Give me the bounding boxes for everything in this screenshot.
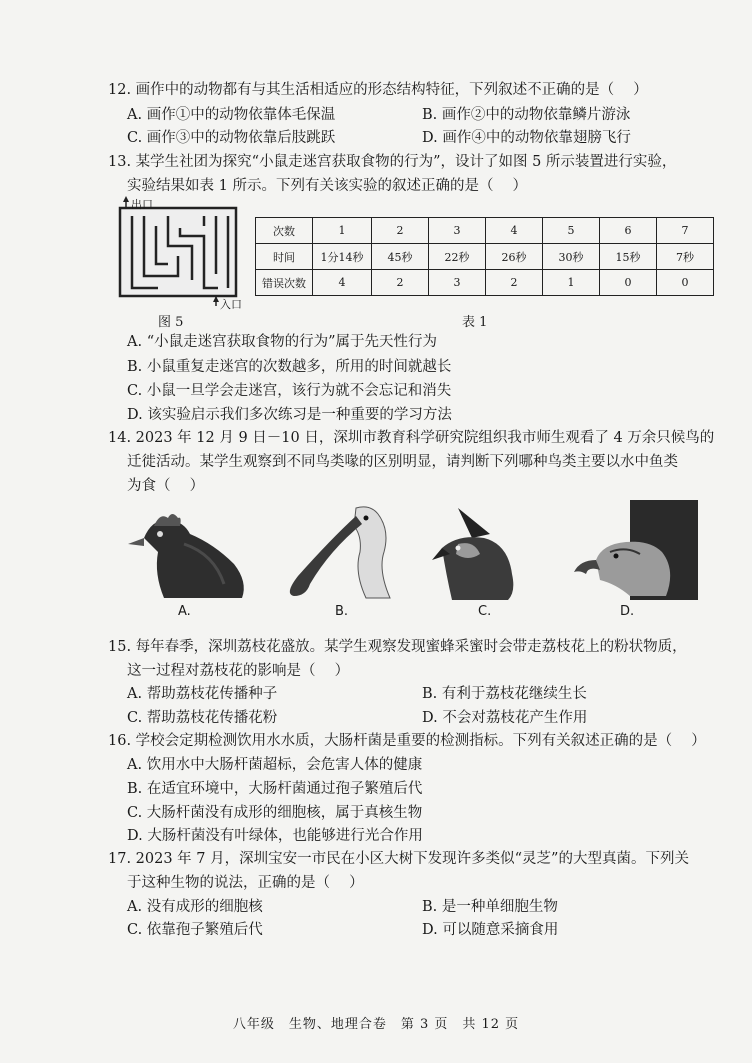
table-cell: 7: [657, 218, 714, 244]
q16-option-d: D. 大肠杆菌没有叶绿体，也能够进行光合作用: [127, 828, 423, 844]
table-cell: 6: [600, 218, 657, 244]
table-row: [256, 218, 714, 244]
q12-option-a: A. 画作①中的动物依靠体毛保温: [127, 107, 336, 123]
table-row: [256, 270, 714, 296]
table-cell: 22秒: [429, 244, 486, 270]
maze-figure: [118, 196, 248, 308]
q13-stem-line2: 实验结果如表 1 所示。下列有关该实验的叙述正确的是（ ）: [127, 178, 528, 194]
table-cell: 3: [429, 270, 486, 296]
table-cell: 15秒: [600, 244, 657, 270]
q13-option-d: D. 该实验启示我们多次练习是一种重要的学习方法: [127, 407, 452, 423]
spoonbill-head-icon: [270, 500, 408, 600]
table-cell: 5: [543, 218, 600, 244]
q13-option-a: A. “小鼠走迷宫获取食物的行为”属于先天性行为: [127, 334, 438, 350]
chicken-head-icon: [124, 504, 252, 600]
q14-label-b: B.: [335, 604, 349, 619]
q16-option-a: A. 饮用水中大肠杆菌超标，会危害人体的健康: [127, 757, 423, 773]
table-cell: 2: [486, 270, 543, 296]
table-cell: 3: [429, 218, 486, 244]
q16-option-b: B. 在适宜环境中，大肠杆菌通过孢子繁殖后代: [127, 781, 423, 797]
table-row: [256, 244, 714, 270]
q13-option-c: C. 小鼠一旦学会走迷宫，该行为就不会忘记和消失: [127, 383, 452, 399]
table-cell: 错误次数: [256, 270, 313, 296]
q14-label-c: C.: [478, 604, 492, 619]
q15-option-d: D. 不会对荔枝花产生作用: [422, 710, 588, 726]
q15-option-a: A. 帮助荔枝花传播种子: [127, 686, 278, 702]
table-cell: 7秒: [657, 244, 714, 270]
q13-option-b: B. 小鼠重复走迷宫的次数越多，所用的时间就越长: [127, 359, 452, 375]
table-cell: 时间: [256, 244, 313, 270]
q16-option-c: C. 大肠杆菌没有成形的细胞核，属于真核生物: [127, 805, 423, 821]
q12-stem: 12. 画作中的动物都有与其生活相适应的形态结构特征，下列叙述不正确的是（ ）: [108, 82, 648, 98]
q17-option-b: B. 是一种单细胞生物: [422, 899, 558, 915]
maze-exit-label: 出口: [131, 198, 153, 211]
q12-option-b: B. 画作②中的动物依靠鳞片游泳: [422, 107, 631, 123]
crested-bird-head-icon: [428, 504, 540, 600]
q14-label-a: A.: [178, 604, 191, 619]
q17-stem-line1: 17. 2023 年 7 月，深圳宝安一市民在小区大树下发现许多类似“灵芝”的大型真菌。下列关: [108, 851, 689, 867]
figure-5-caption: 图 5: [158, 315, 184, 330]
table-cell: 1分14秒: [313, 244, 372, 270]
table-1: [255, 217, 714, 296]
table-cell: 4: [313, 270, 372, 296]
q12-option-d: D. 画作④中的动物依靠翅膀飞行: [422, 130, 631, 146]
q14-label-d: D.: [620, 604, 635, 619]
q17-stem-line2: 于这种生物的说法，正确的是（ ）: [127, 875, 364, 891]
table-cell: 2: [372, 218, 429, 244]
q15-stem-line1: 15. 每年春季，深圳荔枝花盛放。某学生观察发现蜜蜂采蜜时会带走荔枝花上的粉状物质，: [108, 639, 687, 655]
table-cell: 30秒: [543, 244, 600, 270]
maze-entry-label: 入口: [220, 298, 242, 311]
q15-option-c: C. 帮助荔枝花传播花粉: [127, 710, 278, 726]
table-cell: 0: [600, 270, 657, 296]
eagle-head-icon: [566, 500, 698, 600]
q13-stem-line1: 13. 某学生社团为探究“小鼠走迷宫获取食物的行为”，设计了如图 5 所示装置进行实验，: [108, 154, 677, 170]
q17-option-c: C. 依靠孢子繁殖后代: [127, 922, 263, 938]
q15-stem-line2: 这一过程对荔枝花的影响是（ ）: [127, 663, 350, 679]
table-cell: 次数: [256, 218, 313, 244]
q14-stem-line1: 14. 2023 年 12 月 9 日－10 日，深圳市教育科学研究院组织我市师生观看了 4 万余只候鸟的: [108, 430, 715, 446]
q17-option-a: A. 没有成形的细胞核: [127, 899, 263, 915]
q12-option-c: C. 画作③中的动物依靠后肢跳跃: [127, 130, 336, 146]
table-cell: 45秒: [372, 244, 429, 270]
table-cell: 1: [313, 218, 372, 244]
table-cell: 1: [543, 270, 600, 296]
table-cell: 26秒: [486, 244, 543, 270]
q14-stem-line2: 迁徙活动。某学生观察到不同鸟类喙的区别明显，请判断下列哪种鸟类主要以水中鱼类: [127, 454, 678, 470]
q17-option-d: D. 可以随意采摘食用: [422, 922, 559, 938]
table-cell: 2: [372, 270, 429, 296]
table-cell: 0: [657, 270, 714, 296]
table-1-caption: 表 1: [462, 315, 488, 330]
q16-stem: 16. 学校会定期检测饮用水水质，大肠杆菌是重要的检测指标。下列有关叙述正确的是（ ）: [108, 733, 706, 749]
page-footer: 八年级 生物、地理合卷 第 3 页 共 12 页: [232, 1017, 520, 1032]
q14-stem-line3: 为食（ ）: [127, 478, 205, 494]
q15-option-b: B. 有利于荔枝花继续生长: [422, 686, 587, 702]
table-cell: 4: [486, 218, 543, 244]
